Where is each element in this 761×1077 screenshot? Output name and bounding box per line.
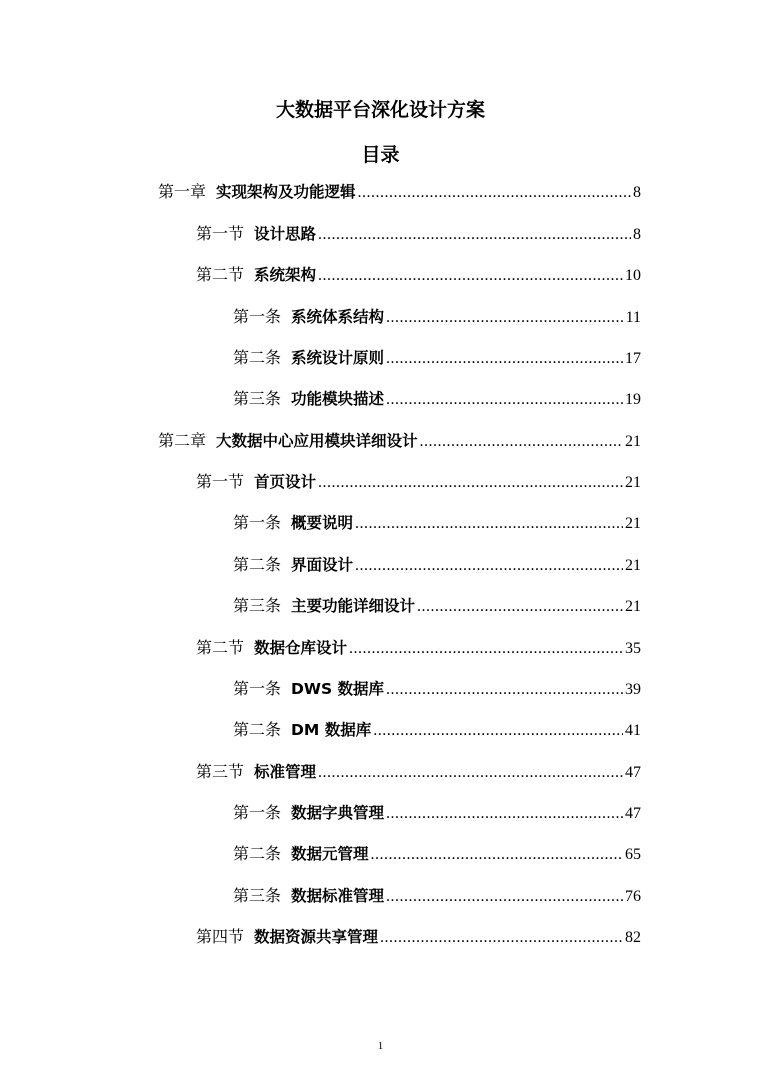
toc-entry-number: 第二条 bbox=[233, 348, 282, 367]
toc-entry-page: 8 bbox=[633, 184, 641, 201]
toc-entry-number: 第一节 bbox=[196, 224, 245, 243]
toc-entry-page: 35 bbox=[625, 640, 641, 657]
toc-dot-leader bbox=[386, 881, 623, 913]
toc-entry-page: 65 bbox=[625, 846, 641, 863]
toc-entry-title: 系统体系结构 bbox=[291, 308, 385, 326]
toc-entry-number: 第三条 bbox=[233, 596, 282, 615]
toc-entry[interactable] bbox=[233, 590, 641, 622]
toc-dot-leader bbox=[380, 922, 623, 954]
toc-dot-leader bbox=[318, 467, 623, 499]
toc-dot-leader bbox=[318, 757, 623, 789]
toc-dot-leader bbox=[373, 715, 623, 747]
toc-entry-number: 第一条 bbox=[233, 679, 282, 698]
toc-entry-number: 第二节 bbox=[196, 265, 245, 284]
toc-entry-page: 11 bbox=[625, 309, 641, 326]
toc-entry-page: 8 bbox=[633, 226, 641, 243]
toc-entry-number: 第二条 bbox=[233, 555, 282, 574]
toc-entry-number: 第一章 bbox=[158, 182, 207, 201]
toc-entry[interactable] bbox=[196, 218, 641, 250]
toc-entry-number: 第三节 bbox=[196, 762, 245, 781]
toc-entry-title: 主要功能详细设计 bbox=[291, 597, 416, 615]
toc-entry-title: 数据字典管理 bbox=[291, 804, 385, 822]
toc-entry-title: 界面设计 bbox=[291, 556, 354, 574]
toc-entry-page: 76 bbox=[625, 888, 641, 905]
toc-entry[interactable] bbox=[233, 383, 641, 415]
toc-dot-leader bbox=[358, 177, 631, 209]
toc-entry-title: 标准管理 bbox=[254, 763, 317, 781]
toc-entry-number: 第一节 bbox=[196, 472, 245, 491]
toc-entry-number: 第一条 bbox=[233, 513, 282, 532]
toc-dot-leader bbox=[349, 633, 623, 665]
toc-entry[interactable] bbox=[233, 880, 641, 912]
toc-entry-page: 19 bbox=[625, 391, 641, 408]
toc-entry-page: 21 bbox=[625, 598, 641, 615]
toc-entry-title: 设计思路 bbox=[254, 225, 317, 243]
toc-entry-number: 第二章 bbox=[158, 431, 207, 450]
toc-entry-number: 第二节 bbox=[196, 638, 245, 657]
toc-entry-number: 第二条 bbox=[233, 844, 282, 863]
toc-entry[interactable] bbox=[158, 425, 641, 457]
toc-entry-page: 47 bbox=[625, 805, 641, 822]
toc-dot-leader bbox=[371, 839, 623, 871]
toc-dot-leader bbox=[420, 426, 623, 458]
toc-entry[interactable] bbox=[233, 507, 641, 539]
toc-entry-number: 第三条 bbox=[233, 886, 282, 905]
toc-dot-leader bbox=[318, 219, 631, 251]
toc-entry-title: 功能模块描述 bbox=[291, 390, 385, 408]
toc-entry[interactable] bbox=[233, 838, 641, 870]
toc-entry-title: 系统架构 bbox=[254, 266, 317, 284]
toc-entry-title: 大数据中心应用模块详细设计 bbox=[216, 432, 418, 450]
toc-entry[interactable] bbox=[196, 756, 641, 788]
toc-entry-title: 数据资源共享管理 bbox=[254, 928, 379, 946]
document-title: 大数据平台深化设计方案 bbox=[275, 99, 485, 121]
toc-dot-leader bbox=[386, 384, 623, 416]
toc-entry-title: DWS 数据库 bbox=[291, 680, 385, 698]
toc-entry-title: 首页设计 bbox=[254, 473, 317, 491]
toc-entry-title: DM 数据库 bbox=[291, 721, 372, 739]
toc-entry-page: 21 bbox=[625, 515, 641, 532]
toc-entry[interactable] bbox=[196, 921, 641, 953]
toc-dot-leader bbox=[355, 508, 623, 540]
page-number: 1 bbox=[377, 1040, 384, 1052]
toc-entry[interactable] bbox=[233, 797, 641, 829]
toc-entry-page: 47 bbox=[625, 764, 641, 781]
toc-entry-page: 21 bbox=[625, 474, 641, 491]
toc-entry[interactable] bbox=[158, 176, 641, 208]
toc-entry[interactable] bbox=[196, 632, 641, 664]
toc-entry-title: 数据标准管理 bbox=[291, 887, 385, 905]
toc-entry-number: 第四节 bbox=[196, 927, 245, 946]
toc-entry-title: 实现架构及功能逻辑 bbox=[216, 183, 356, 201]
toc-entry-page: 41 bbox=[625, 722, 641, 739]
toc-entry-page: 21 bbox=[625, 557, 641, 574]
toc-entry[interactable] bbox=[233, 714, 641, 746]
toc-entry-page: 10 bbox=[625, 267, 641, 284]
toc-dot-leader bbox=[355, 550, 623, 582]
toc-entry[interactable] bbox=[233, 301, 641, 333]
toc-entry-number: 第三条 bbox=[233, 389, 282, 408]
toc-entry-page: 21 bbox=[625, 433, 641, 450]
toc-dot-leader bbox=[318, 260, 623, 292]
toc-entry-title: 系统设计原则 bbox=[291, 349, 385, 367]
toc-entry[interactable] bbox=[196, 466, 641, 498]
toc-heading: 目录 bbox=[361, 144, 400, 166]
toc-entry[interactable] bbox=[233, 673, 641, 705]
toc-entry-number: 第一条 bbox=[233, 803, 282, 822]
toc-entry-title: 数据元管理 bbox=[291, 845, 369, 863]
toc-entry-page: 17 bbox=[625, 350, 641, 367]
toc-entry-title: 数据仓库设计 bbox=[254, 639, 348, 657]
toc-entry-title: 概要说明 bbox=[291, 514, 354, 532]
toc-dot-leader bbox=[386, 302, 624, 334]
toc-dot-leader bbox=[386, 674, 623, 706]
toc-entry[interactable] bbox=[233, 342, 641, 374]
toc-dot-leader bbox=[417, 591, 623, 623]
toc-entry-page: 39 bbox=[625, 681, 641, 698]
toc-entry[interactable] bbox=[233, 549, 641, 581]
toc-entry-page: 82 bbox=[625, 929, 641, 946]
toc-dot-leader bbox=[386, 798, 623, 830]
toc-entry[interactable] bbox=[196, 259, 641, 291]
toc-dot-leader bbox=[386, 343, 623, 375]
toc-entry-number: 第二条 bbox=[233, 720, 282, 739]
toc-entry-number: 第一条 bbox=[233, 307, 282, 326]
